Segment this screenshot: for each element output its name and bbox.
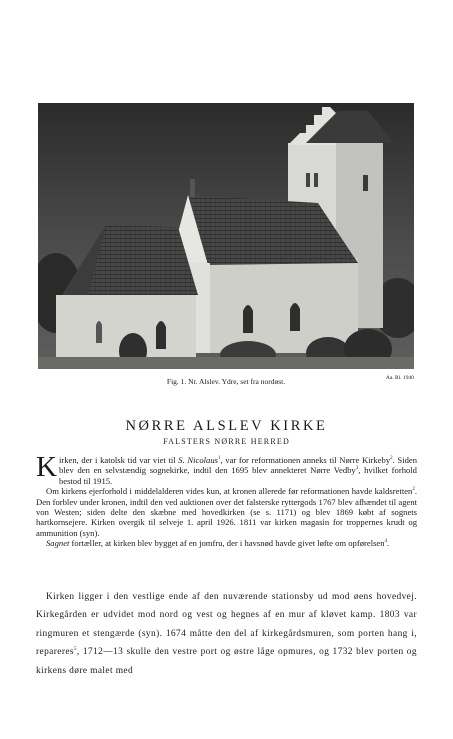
church-title: NØRRE ALSLEV KIRKE [125, 418, 328, 434]
footnote-ref: 5 [73, 647, 77, 653]
main-text [36, 588, 417, 680]
saint-name: S. Nicolaus [178, 455, 218, 465]
footnote-ref: 4 [384, 539, 388, 545]
church-photograph [38, 103, 414, 369]
paragraph-churchyard: Kirken ligger i den vestlige ende af den nuværende stationsby ud mod øens hovedvej. Kirkegården er udvidet mod nord og vest og hegnes af en mur af kløvet kamp. 1803 var ringmuren et stengærde (syn). 1674 måtte den del af kirkegårdsmuren, som porten hang i, repareres$^5$, 1712—13 skulle den vestre port og østre låge opmures, og 1732 blev porten og kirkens døre malet med [36, 592, 417, 676]
footnote-ref: 2 [412, 487, 415, 493]
legend-label: Sagnet [46, 538, 70, 549]
drop-cap: K [36, 451, 57, 483]
footnote-ref: 2 [390, 456, 393, 462]
intro-text [36, 451, 418, 549]
footnote-ref: 3 [355, 466, 359, 472]
paragraph-history: Kirken, der i katolsk tid var viet til S. Nicolaus$^1$, var for reformationen anneks til Nørre Kirkeby$^2$. Siden blev den en selvstændig sognekirke, indtil den 1695 blev annekteret Nørre Vedby$^3$, hvilket forhold bestod til 1915. [36, 451, 418, 486]
district-subtitle: FALSTERS NØRRE HERRED [163, 437, 290, 446]
photo-credit: Aa. Rl. 1940 [385, 375, 414, 381]
caption-text: Fig. 1. Nr. Alslev. Ydre, set fra nordøst. [166, 377, 286, 386]
church-image [38, 103, 414, 369]
paragraph-legend: Sagnet fortæller, at kirken blev bygget af en jomfru, der i havsnød havde givet løfte om opførelsen$^4$. [46, 538, 390, 549]
footnote-ref: 1 [217, 456, 221, 462]
paragraph-ownership: Om kirkens ejerforhold i middelalderen vides kun, at kronen allerede før reformationen havde kaldsretten$^2$. Den forblev under kronen, indtil den ved auktionen over det falsterske ryttergods 1767 blev afhændet til agent von Westen; siden delte den skæbne med hovedkirken (se s. 1171) og blev 1869 købt af sognets hartkornsejere. Kirken overgik til selveje 1. april 1926. 1811 var kirken magasin for troppernes krudt og ammunition (syn). [36, 486, 417, 538]
figure-caption [38, 375, 414, 389]
